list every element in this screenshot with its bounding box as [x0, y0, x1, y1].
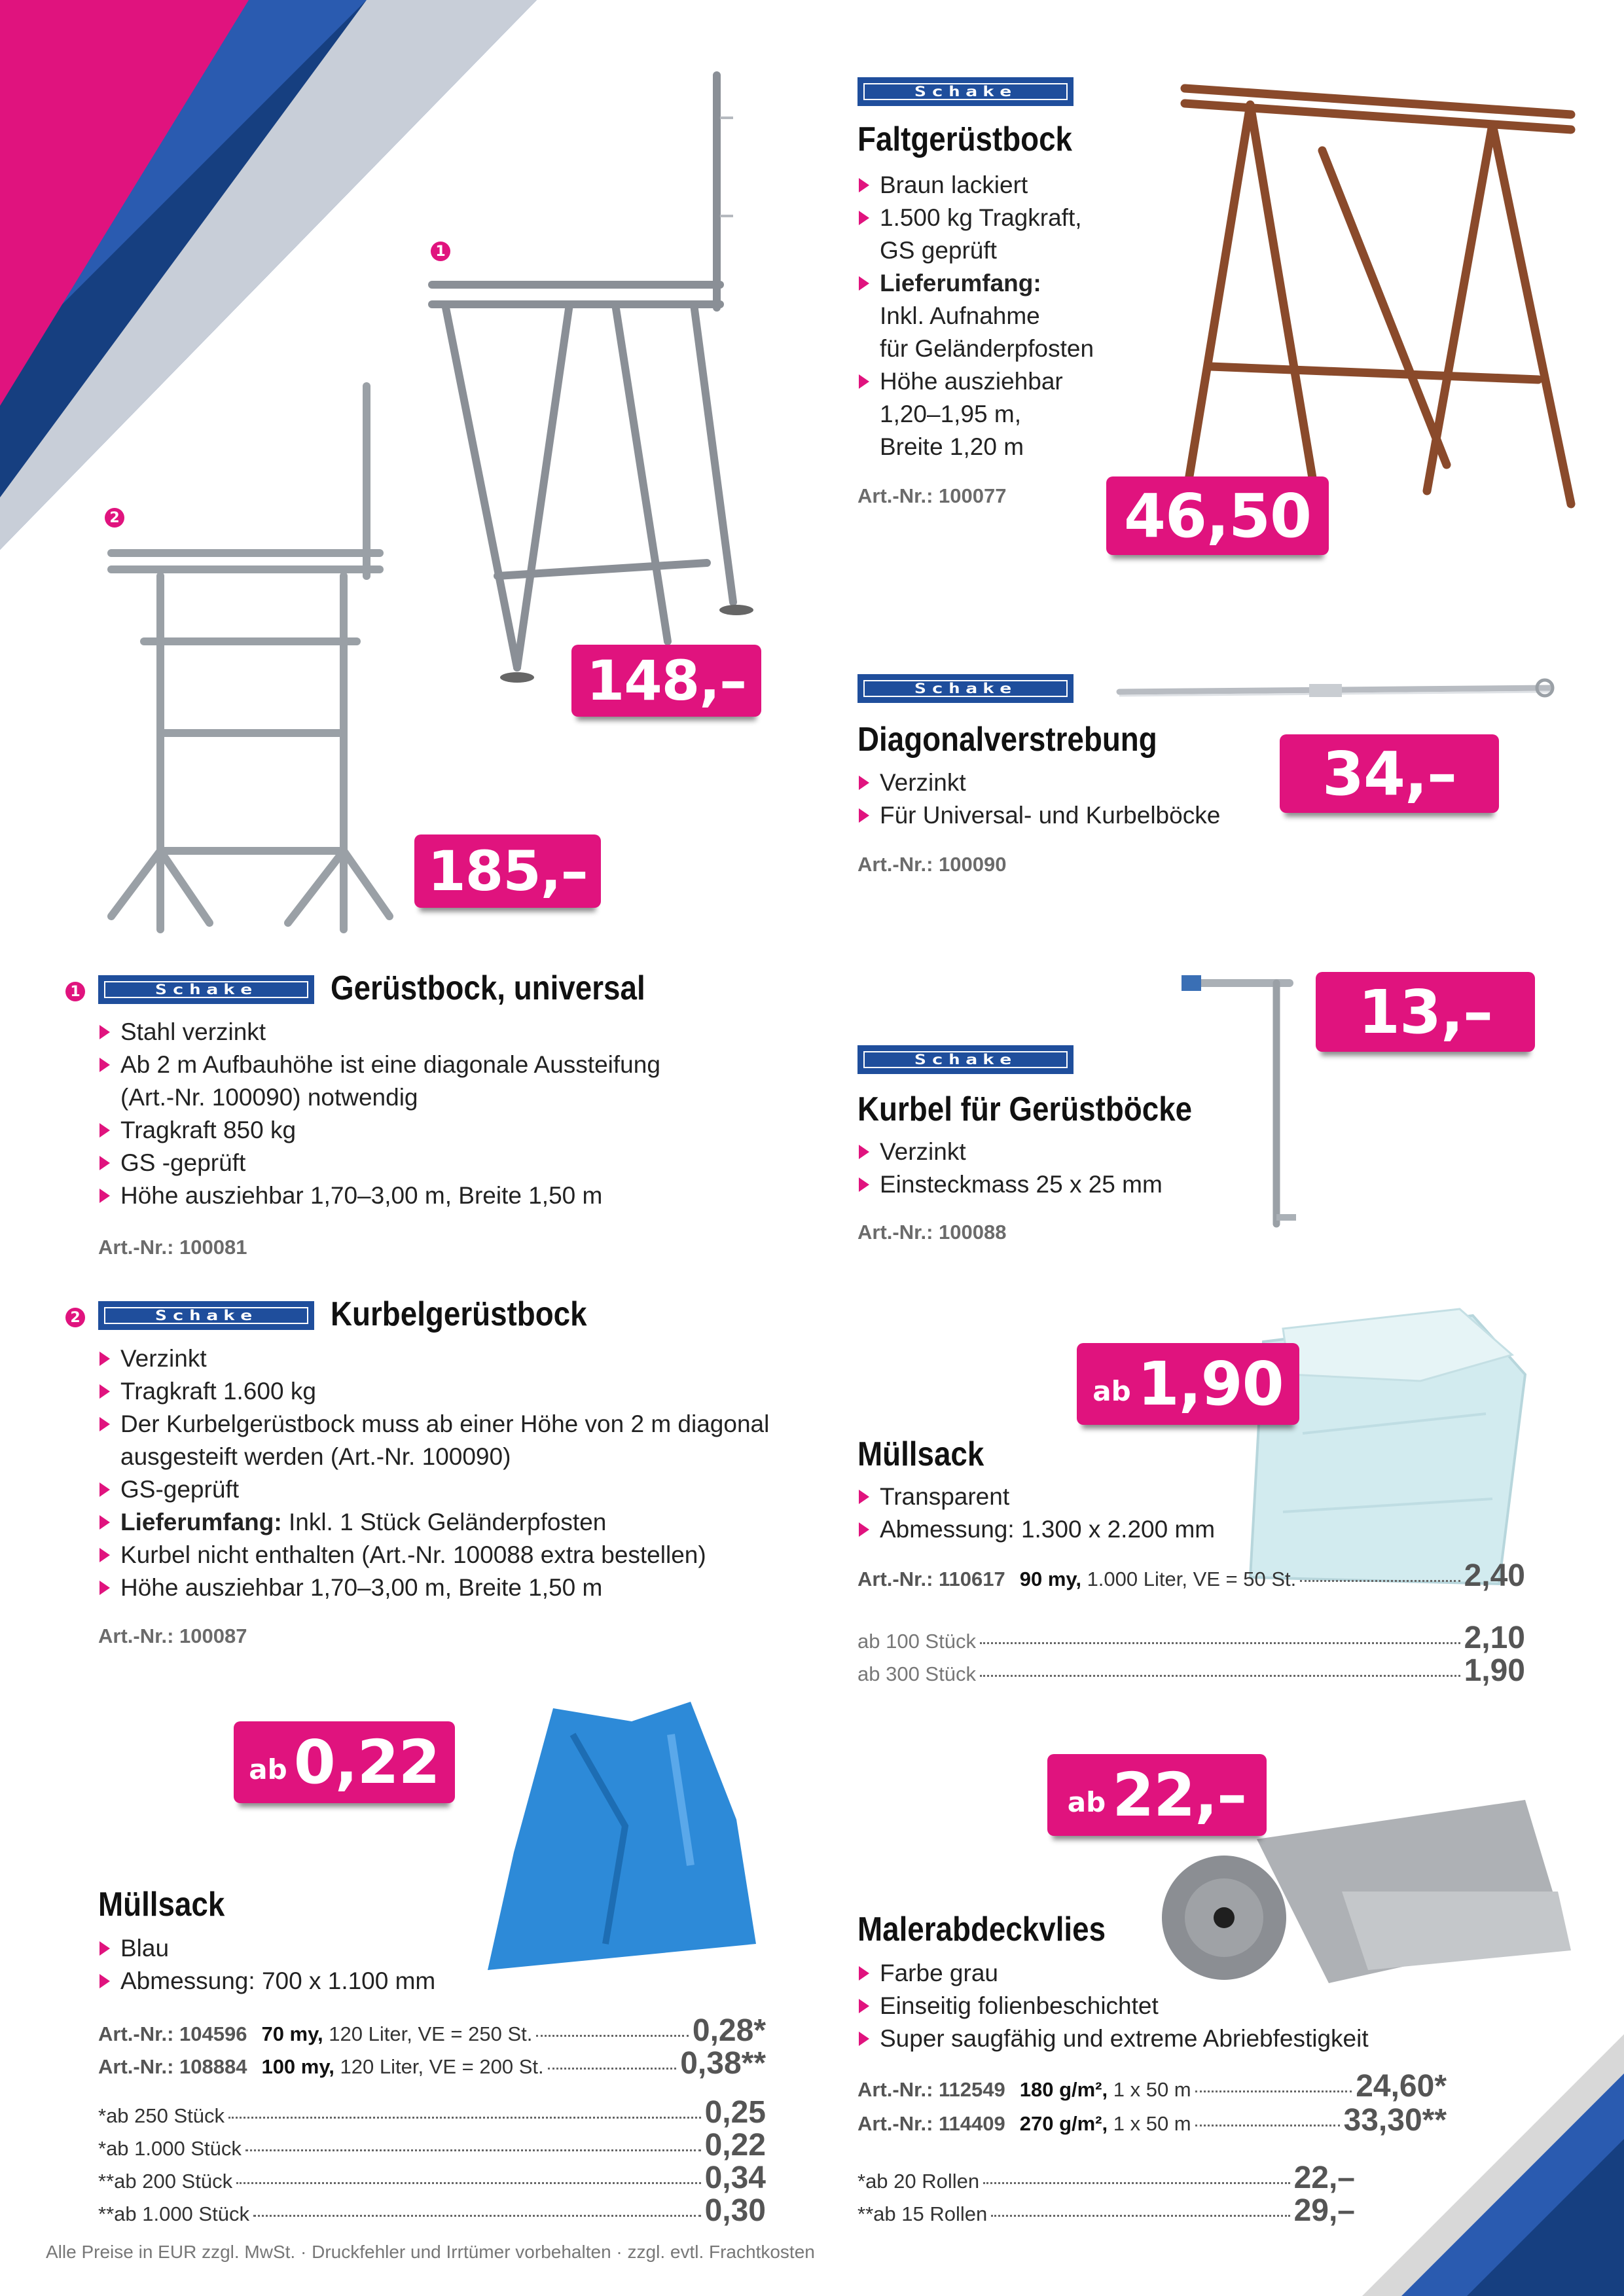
bullet-item: Farbe grau: [856, 1957, 1511, 1990]
kurbel-price-tag: [1316, 972, 1535, 1052]
bullet-item: Lieferumfang:: [856, 267, 1131, 300]
bullet-item: Verzinkt: [97, 1342, 817, 1375]
malervlies-price-tag: [1047, 1754, 1267, 1836]
price-value: 22,–: [1112, 1760, 1247, 1830]
price-row: Art.-Nr.: 104596 70 my, 120 Liter, VE = 250 St. 0,28*: [98, 2013, 766, 2048]
bullet-item: Der Kurbelgerüstbock muss ab einer Höhe von 2 m diagonal: [97, 1408, 817, 1441]
brand-logo: Schake: [98, 1301, 314, 1330]
price-row: Art.-Nr.: 108884 100 my, 120 Liter, VE = 200 St. 0,38**: [98, 2046, 766, 2081]
price-value: 185,–: [427, 839, 588, 903]
muellsack-transparent-title: Müllsack: [857, 1435, 984, 1473]
bullet-item: Einseitig folienbeschichtet: [856, 1990, 1511, 2022]
bullet-item: 1.500 kg Tragkraft,: [856, 202, 1131, 234]
tier-row: *ab 20 Rollen 22,–: [857, 2161, 1355, 2195]
universal-title: Gerüstbock, universal: [331, 969, 645, 1007]
brand-logo: Schake: [857, 77, 1074, 106]
bullet-item: GS-geprüft: [97, 1473, 817, 1506]
bullet-item-continued: (Art.-Nr. 100090) notwendig: [120, 1084, 418, 1111]
bullet-item: Stahl verzinkt: [97, 1016, 751, 1049]
kurbel-artnr: Art.-Nr.: 100088: [857, 1221, 1007, 1244]
diagonal-title: Diagonalverstrebung: [857, 721, 1157, 759]
price-value: 1,90: [1137, 1349, 1284, 1419]
malervlies-features: [856, 1957, 1511, 2055]
bullet-item: Abmessung: 1.300 x 2.200 mm: [856, 1513, 1223, 1546]
bullet-item: Ab 2 m Aufbauhöhe ist eine diagonale Aussteifung: [97, 1049, 751, 1081]
bullet-item: Kurbel nicht enthalten (Art.-Nr. 100088 extra bestellen): [97, 1539, 817, 1571]
bullet-item-continued: 1,20–1,95 m,: [880, 401, 1021, 427]
faltgeruestbock-price-tag: [1106, 476, 1329, 555]
marker-two: 2: [105, 508, 124, 528]
bullet-item: Transparent: [856, 1480, 1223, 1513]
tier-row: *ab 250 Stück 0,25: [98, 2095, 766, 2130]
bullet-item: Verzinkt: [856, 766, 1262, 799]
universal-artnr: Art.-Nr.: 100081: [98, 1236, 247, 1259]
tier-row: **ab 200 Stück 0,34: [98, 2161, 766, 2195]
blue-bag-image: [475, 1695, 763, 1977]
bullet-item: Tragkraft 1.600 kg: [97, 1375, 817, 1408]
bullet-item-continued: Breite 1,20 m: [880, 433, 1024, 460]
bullet-item: GS -geprüft: [97, 1147, 751, 1179]
universal-features: [97, 1016, 751, 1212]
footer-disclaimer: Alle Preise in EUR zzgl. MwSt. · Druckfehler und Irrtümer vorbehalten · zzgl. evtl. Frachtkosten: [46, 2242, 815, 2262]
tier-row: ab 300 Stück 1,90: [857, 1653, 1525, 1688]
muellsack-transparent-features: [856, 1480, 1223, 1546]
tier-row: **ab 15 Rollen 29,–: [857, 2193, 1355, 2228]
price-prefix: ab: [249, 1753, 287, 1785]
kurbel-features: [856, 1136, 1197, 1201]
folding-trestle-image: [1172, 72, 1591, 524]
bullet-item: Lieferumfang: Inkl. 1 Stück Geländerpfosten: [97, 1506, 817, 1539]
price-value: 0,22: [293, 1727, 440, 1797]
diagonal-features: [856, 766, 1262, 832]
bullet-item: Einsteckmass 25 x 25 mm: [856, 1168, 1197, 1201]
price-value: 13,–: [1358, 977, 1492, 1047]
bullet-item: Super saugfähig und extreme Abriebfestigkeit: [856, 2022, 1511, 2055]
universal-trestle-image: [419, 65, 785, 707]
kurbelgeruestbock-price-tag: [414, 834, 601, 908]
price-row: Art.-Nr.: 114409 270 g/m², 1 x 50 m 33,30**: [857, 2103, 1447, 2138]
price-row: Art.-Nr.: 110617 90 my, 1.000 Liter, VE = 50 St. 2,40: [857, 1558, 1525, 1593]
faltgeruestbock-title: Faltgerüstbock: [857, 120, 1073, 158]
price-prefix: ab: [1067, 1786, 1106, 1818]
muellsack-blau-title: Müllsack: [98, 1886, 225, 1924]
kurbel-title: Kurbel für Gerüstböcke: [857, 1090, 1193, 1128]
marker-one: 1: [65, 982, 85, 1001]
kurbelgeruestbock-title: Kurbelgerüstbock: [331, 1295, 587, 1333]
muellsack-transparent-price-tag: [1077, 1343, 1299, 1425]
kurbelgeruestbock-features: [97, 1342, 817, 1604]
bullet-item: Blau: [97, 1932, 463, 1965]
muellsack-blau-price-tag: [234, 1721, 455, 1803]
diagonal-brace-image: [1106, 664, 1564, 717]
bullet-item-continued: ausgesteift werden (Art.-Nr. 100090): [120, 1443, 511, 1470]
brand-logo: Schake: [98, 975, 314, 1004]
crank-trestle-image: [92, 380, 412, 942]
marker-two: 2: [65, 1308, 85, 1327]
brand-logo: Schake: [857, 674, 1074, 703]
bullet-item-continued: Inkl. Aufnahme: [880, 302, 1040, 329]
bullet-item: Höhe ausziehbar 1,70–3,00 m, Breite 1,50 m: [97, 1179, 751, 1212]
faltgeruestbock-features: [856, 169, 1131, 463]
bullet-item: Höhe ausziehbar: [856, 365, 1131, 398]
kurbelgeruestbock-artnr: Art.-Nr.: 100087: [98, 1624, 247, 1647]
malervlies-title: Malerabdeckvlies: [857, 1910, 1106, 1948]
diagonal-artnr: Art.-Nr.: 100090: [857, 853, 1007, 876]
universal-price-tag: [571, 645, 761, 717]
tier-row: **ab 1.000 Stück 0,30: [98, 2193, 766, 2228]
tier-row: ab 100 Stück 2,10: [857, 1621, 1525, 1655]
price-value: 34,–: [1322, 738, 1456, 809]
bullet-item: Tragkraft 850 kg: [97, 1114, 751, 1147]
brand-logo: Schake: [857, 1045, 1074, 1074]
marker-one: 1: [431, 242, 450, 261]
diagonal-price-tag: [1280, 734, 1499, 813]
bullet-item: Abmessung: 700 x 1.100 mm: [97, 1965, 463, 1998]
tier-row: *ab 1.000 Stück 0,22: [98, 2128, 766, 2162]
crank-handle-image: [1178, 975, 1296, 1244]
price-value: 46,50: [1123, 480, 1311, 551]
bullet-item: Verzinkt: [856, 1136, 1197, 1168]
bullet-item: Braun lackiert: [856, 169, 1131, 202]
bullet-item: Höhe ausziehbar 1,70–3,00 m, Breite 1,50 m: [97, 1571, 817, 1604]
bullet-item: Für Universal- und Kurbelböcke: [856, 799, 1262, 832]
price-row: Art.-Nr.: 112549 180 g/m², 1 x 50 m 24,60*: [857, 2069, 1447, 2104]
muellsack-blau-features: [97, 1932, 463, 1998]
faltgeruestbock-artnr: Art.-Nr.: 100077: [857, 484, 1007, 507]
price-value: 148,–: [586, 649, 747, 713]
price-prefix: ab: [1092, 1375, 1131, 1407]
bullet-item-continued: für Geländerpfosten: [880, 335, 1094, 362]
bullet-item-continued: GS geprüft: [880, 237, 997, 264]
